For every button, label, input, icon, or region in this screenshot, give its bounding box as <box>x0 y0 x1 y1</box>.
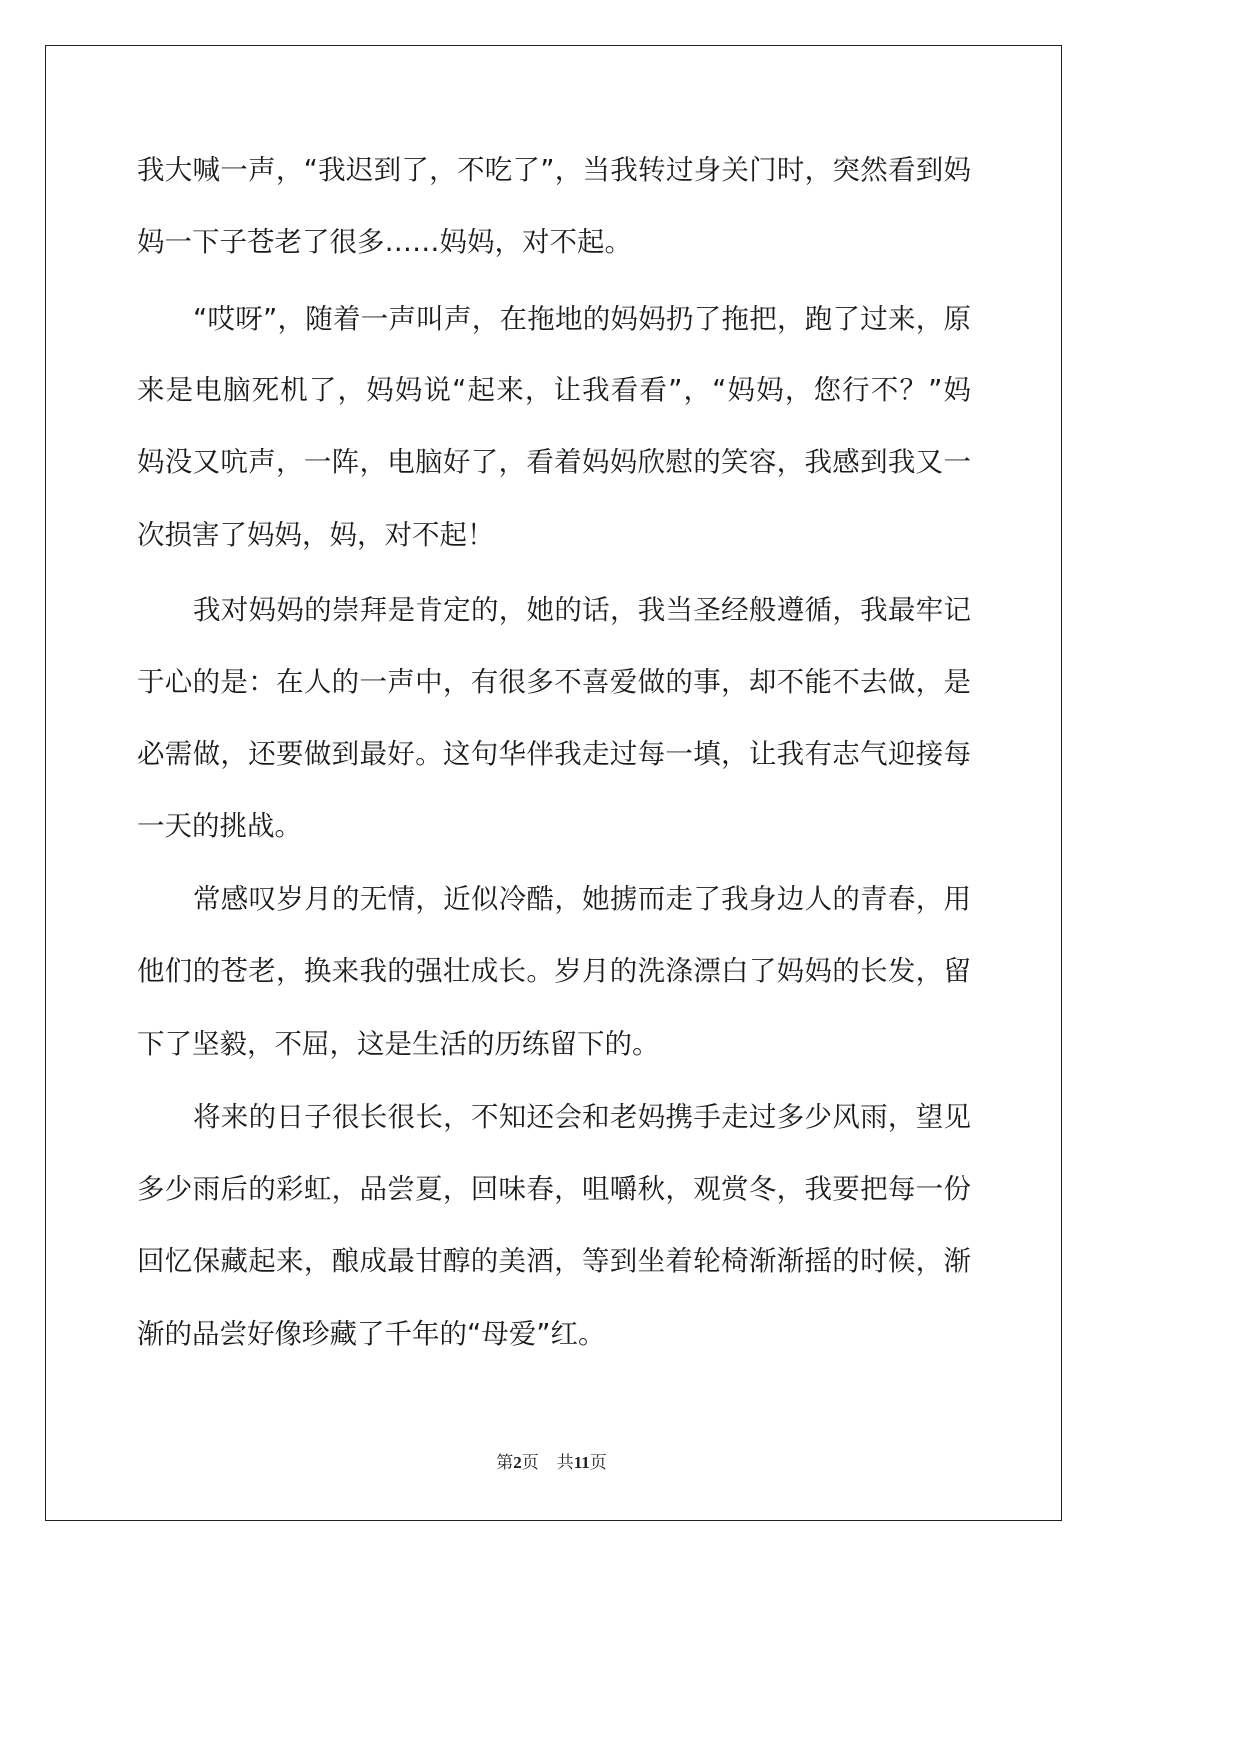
total-prefix: 共 <box>556 1453 574 1472</box>
text-line: 妈没又吭声，一阵，电脑好了，看着妈妈欣慰的笑容，我感到我又一 <box>137 446 971 478</box>
text-line: 必需做，还要做到最好。这句华伴我走过每一填，让我有志气迎接每 <box>137 738 971 770</box>
text-line: 下了坚毅，不屈，这是生活的历练留下的。 <box>137 1028 660 1060</box>
page-number: 2 <box>513 1453 522 1472</box>
text-line: 他们的苍老，换来我的强壮成长。岁月的洗涤漂白了妈妈的长发，留 <box>137 955 971 987</box>
text-line: 将来的日子很长很长，不知还会和老妈携手走过多少风雨，望见 <box>193 1101 971 1133</box>
text-line: 我大喊一声，“我迟到了，不吃了”，当我转过身关门时，突然看到妈 <box>137 154 971 186</box>
text-line: 于心的是：在人的一声中，有很多不喜爱做的事，却不能不去做，是 <box>137 666 971 698</box>
total-suffix: 页 <box>589 1453 607 1472</box>
text-line: 来是电脑死机了，妈妈说“起来，让我看看”，“妈妈，您行不？”妈 <box>137 374 971 406</box>
text-line: 回忆保藏起来，酿成最甘醇的美酒，等到坐着轮椅渐渐摇的时候，渐 <box>137 1245 971 1277</box>
page-prefix: 第 <box>496 1453 514 1472</box>
text-line: 我对妈妈的崇拜是肯定的，她的话，我当圣经般遵循，我最牢记 <box>193 594 971 626</box>
text-line: 次损害了妈妈，妈，对不起！ <box>137 519 495 551</box>
text-line: 一天的挑战。 <box>137 810 302 842</box>
text-line: “哎呀”，随着一声叫声，在拖地的妈妈扔了拖把，跑了过来，原 <box>193 303 971 335</box>
total-pages-indicator <box>557 1453 607 1472</box>
text-line: 妈一下子苍老了很多……妈妈，对不起。 <box>137 226 632 258</box>
page-border <box>45 45 1062 1521</box>
text-line: 多少雨后的彩虹，品尝夏，回味春，咀嚼秋，观赏冬，我要把每一份 <box>137 1173 971 1205</box>
page-footer <box>0 1452 1103 1474</box>
page-suffix: 页 <box>521 1453 539 1472</box>
total-pages-number: 11 <box>573 1453 590 1472</box>
page-indicator <box>496 1453 539 1472</box>
text-line: 渐的品尝好像珍藏了千年的“母爱”红。 <box>137 1318 606 1350</box>
text-line: 常感叹岁月的无情，近似冷酷，她掳而走了我身边人的青春，用 <box>193 883 971 915</box>
